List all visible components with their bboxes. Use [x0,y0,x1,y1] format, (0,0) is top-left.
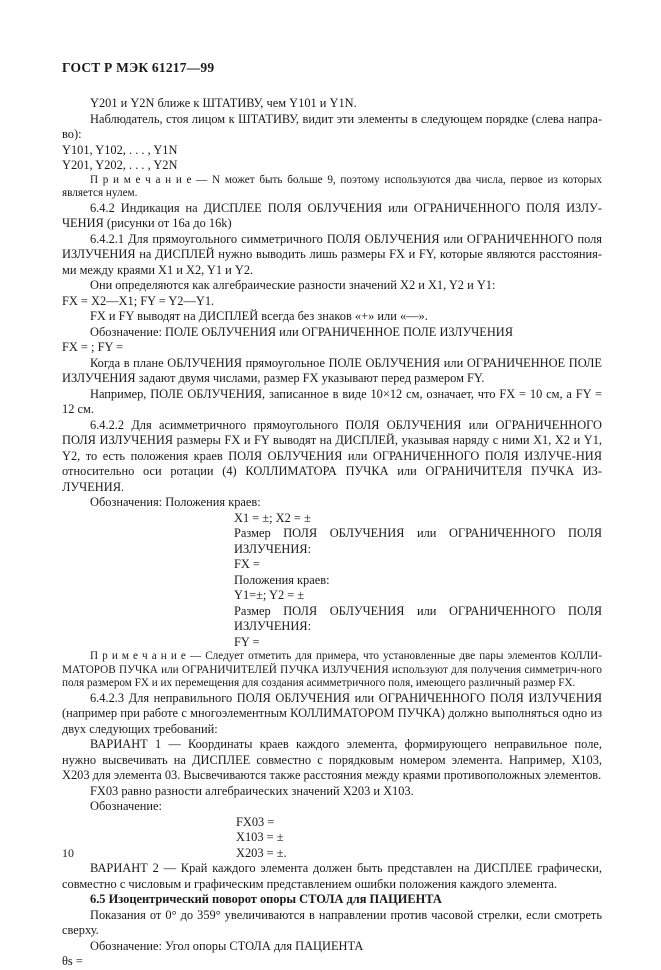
paragraph: Y201 и Y2N ближе к ШТАТИВУ, чем Y101 и Y1N. [90,96,357,110]
paragraph: Обозначение: Угол опоры СТОЛА для ПАЦИЕНТА [90,938,364,953]
paragraph: 6.4.2.3 Для неправильного ПОЛЯ ОБЛУЧЕНИЯ или ОГРАНИЧЕННОГО ПОЛЯ ИЗЛУЧЕНИЯ (например при работе с многоэлементным КОЛЛИМАТОРОМ ПУЧКА) должно выполняться одно из двух следующих требований: [62,690,602,736]
document-body [62,96,602,970]
paragraph: FY = [234,634,260,649]
paragraph: FX = ; FY = [62,340,124,355]
paragraph: Y201, Y202, . . . , Y2N [62,158,178,172]
paragraph: Обозначение: ПОЛЕ ОБЛУЧЕНИЯ или ОГРАНИЧЕННОЕ ПОЛЕ ИЗЛУЧЕНИЯ [90,324,514,339]
paragraph: 6.4.2.1 Для прямоугольного симметричного ПОЛЯ ОБЛУЧЕНИЯ или ОГРАНИЧЕННОГО поля ИЗЛУЧЕНИЯ на ДИСПЛЕЙ нужно выводить лишь размеры FX и FY, которые являются расстояния-ми между краями X1 и X2, Y1 и Y2. [62,231,602,277]
paragraph: Размер ПОЛЯ ОБЛУЧЕНИЯ или ОГРАНИЧЕННОГО ПОЛЯ ИЗЛУЧЕНИЯ: [234,526,602,556]
paragraph: θs = [62,954,83,969]
paragraph: 6.4.2 Индикация на ДИСПЛЕЕ ПОЛЯ ОБЛУЧЕНИЯ или ОГРАНИЧЕННОГО ПОЛЯ ИЗЛУ-ЧЕНИЯ (рисунки от 16а до 16k) [62,200,602,231]
paragraph: ВАРИАНТ 1 — Координаты краев каждого элемента, формирующего неправильное поле, нужно высвечивать на ДИСПЛЕЕ совместно с порядковым номером элемента. Например, X103, X203 для элемента 03. Высвечиваются также расстояния между краями противоположных элементов. [62,737,602,783]
paragraph: FX и FY выводят на ДИСПЛЕЙ всегда без знаков «+» или «—». [90,309,428,324]
paragraph: ВАРИАНТ 2 — Край каждого элемента должен быть представлен на ДИСПЛЕЕ графически, совместно с числовым и графическим представлением ошибки положения каждого элемента. [62,861,602,891]
paragraph: X203 = ±. [236,845,287,860]
paragraph: 6.4.2.2 Для асимметричного прямоугольного ПОЛЯ ОБЛУЧЕНИЯ или ОГРАНИЧЕННОГО ПОЛЯ ИЗЛУЧЕНИЯ размеры FX и FY выводят на ДИСПЛЕЙ, указывая наряду с ними X1, X2 и Y1, Y2, то есть положения краев ПОЛЯ ОБЛУЧЕНИЯ или ОГРАНИЧЕННОГО ПОЛЯ ИЗЛУЧЕ-НИЯ относительно оси ротации (4) КОЛЛИМАТОРА ПУЧКА или ОГРАНИЧИТЕЛЯ ПУЧКА ИЗ-ЛУЧЕНИЯ. [62,417,602,494]
paragraph: Размер ПОЛЯ ОБЛУЧЕНИЯ или ОГРАНИЧЕННОГО ПОЛЯ ИЗЛУЧЕНИЯ: [234,603,602,634]
paragraph: П р и м е ч а н и е — N может быть больше 9, поэтому используются два числа, первое из которых является нулем. [62,173,602,200]
paragraph: Y1=±; Y2 = ± [234,588,305,603]
paragraph: Обозначение: [90,799,162,814]
paragraph: Показания от 0° до 359° увеличиваются в направлении против часовой стрелки, если смотреть сверху. [62,907,602,938]
document-header: ГОСТ Р МЭК 61217—99 [62,60,215,75]
paragraph: X1 = ±; X2 = ± [234,510,311,525]
paragraph: Например, ПОЛЕ ОБЛУЧЕНИЯ, записанное в виде 10×12 см, означает, что FX = 10 см, а FY = 12 см. [62,386,602,417]
paragraph: Положения краев: [234,572,330,587]
paragraph: FX03 = [236,814,275,829]
paragraph: X103 = ± [236,830,284,845]
paragraph: Они определяются как алгебраические разности значений X2 и X1, Y2 и Y1: [90,278,496,293]
paragraph: FX03 равно разности алгебраических значений X203 и X103. [90,783,414,798]
paragraph: Y101, Y102, . . . , Y1N [62,142,178,157]
paragraph: FX = X2—X1; FY = Y2—Y1. [62,293,215,308]
paragraph: П р и м е ч а н и е — Следует отметить для примера, что установленные две пары элементов КОЛЛИ-МАТОРОВ ПУЧКА или ОГРАНИЧИТЕЛЕЙ ПУЧКА ИЗЛУЧЕНИЯ используют для получения симметрич-ного поля размером FX и их перемещения для создания асимметричного поля, имеющего различный размер FX. [62,650,602,690]
page-number: 10 [62,846,74,860]
paragraph: Наблюдатель, стоя лицом к ШТАТИВУ, видит эти элементы в следующем порядке (слева напра-во): [62,111,602,141]
paragraph: 6.5 Изоцентрический поворот опоры СТОЛА для ПАЦИЕНТА [90,892,442,907]
paragraph: FX = [234,557,260,572]
paragraph: Обозначения: Положения краев: [90,495,261,510]
paragraph: Когда в плане ОБЛУЧЕНИЯ прямоугольное ПОЛЕ ОБЛУЧЕНИЯ или ОГРАНИЧЕННОЕ ПОЛЕ ИЗЛУЧЕНИЯ задают двумя числами, размер FX указывают перед размером FY. [62,355,602,386]
